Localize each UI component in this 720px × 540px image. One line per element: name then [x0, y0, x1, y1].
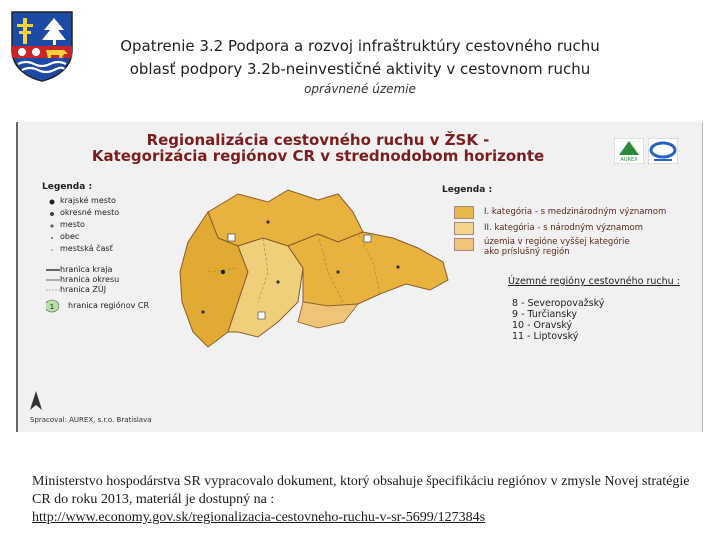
description-text: Ministerstvo hospodárstva SR vypracovalo dokument, ktorý obsahuje špecifikáciu regiónov v zmysle Novej stratégie CR do roku 2013, materiál je dostupný na :	[32, 474, 690, 507]
north-arrow-icon	[28, 390, 44, 412]
description-paragraph	[32, 473, 692, 527]
legend-category-3-line1: územia v regióne vyššej kategórie	[484, 237, 630, 247]
category2-swatch	[454, 222, 474, 235]
regions-list	[512, 298, 604, 342]
legend-item-city-part: mestská časť	[60, 244, 113, 253]
regionalization-map	[16, 122, 703, 432]
page-subtitle: oblasť podpory 3.2b-neinvestičné aktivity v cestovnom ruchu	[129, 60, 591, 78]
map-title	[18, 132, 618, 164]
legend-item-town: mesto	[60, 220, 85, 229]
category1-swatch	[454, 206, 474, 219]
region-item-10: 10 - Oravský	[512, 320, 573, 331]
coat-of-arms-icon	[8, 8, 76, 82]
legend-right-title: Legenda :	[442, 185, 493, 195]
legend-item-regional-city: krajské mesto	[60, 196, 116, 205]
legend-category-1: I. kategória - s medzinárodným významom	[484, 207, 667, 217]
legend-item-district-city: okresné mesto	[60, 208, 120, 217]
map-credit: Spracoval: AUREX, s.r.o. Bratislava	[30, 416, 152, 424]
eligible-area-label: oprávnené územie	[304, 82, 416, 96]
zsk-region-map	[168, 172, 458, 362]
legend-left-title: Legenda :	[42, 182, 93, 192]
legend-category-2: II. kategória - s národným významom	[484, 223, 644, 233]
aurex-logo-icon	[614, 138, 644, 164]
regions-title: Územné regióny cestovného ruchu :	[508, 276, 680, 287]
document-link[interactable]: http://www.economy.gov.sk/regionalizacia-cestovneho-ruchu-v-sr-5699/127384s	[32, 510, 486, 525]
map-title-line2: Kategorizácia regiónov CR v strednodobom horizonte	[91, 147, 545, 165]
aurex-logo-text: AUREX	[620, 157, 638, 163]
region-item-9: 9 - Turčiansky	[512, 309, 578, 320]
legend-item-village: obec	[60, 232, 80, 241]
region-item-11: 11 - Liptovský	[512, 331, 579, 342]
legend-item-zuj-border: hranica ZÚJ	[60, 285, 107, 294]
legend-category-3-line2: ako príslušný región	[484, 247, 570, 257]
category3-swatch	[454, 238, 474, 251]
map-title-line1: Regionalizácia cestovného ruchu v ŽSK -	[146, 131, 490, 149]
svg-text:1: 1	[49, 303, 55, 311]
page-title: Opatrenie 3.2 Podpora a rozvoj infraštruktúry cestovného ruchu	[120, 37, 600, 55]
legend-item-region-border: hranica kraja	[60, 265, 113, 274]
ministry-logo-icon	[648, 138, 678, 164]
legend-item-cr-region-border: hranica regiónov CR	[68, 301, 150, 310]
legend-item-district-border: hranica okresu	[60, 275, 120, 284]
region-item-8: 8 - Severopovažský	[512, 298, 605, 309]
